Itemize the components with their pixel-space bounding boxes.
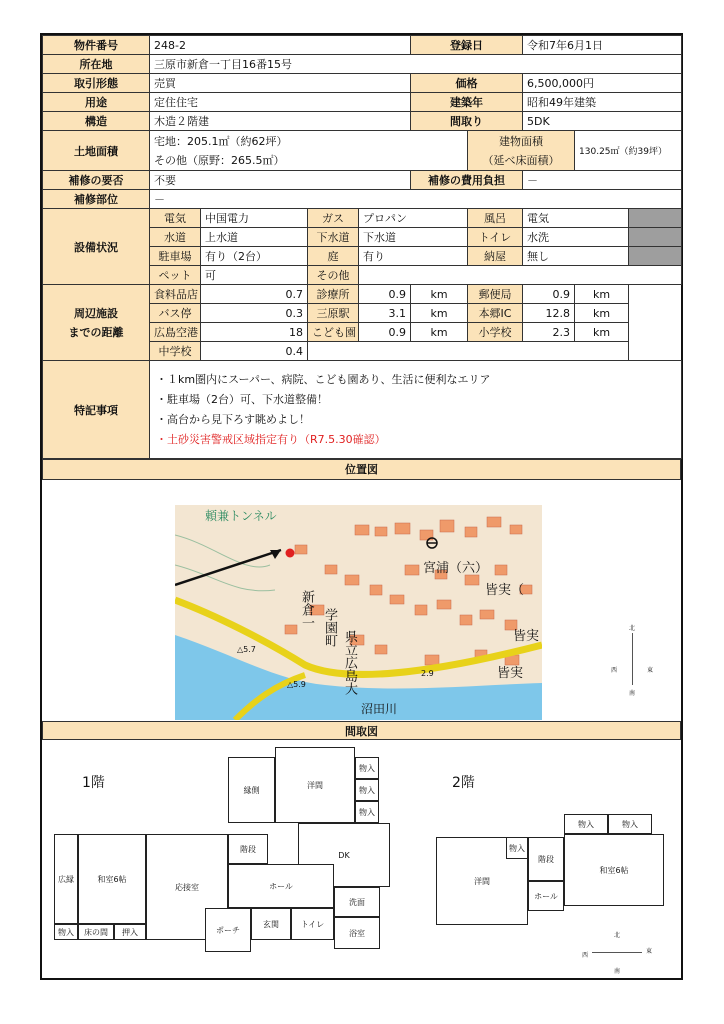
structure-label: 構造 <box>43 112 150 131</box>
nearby-distance: 3.1 <box>359 304 411 323</box>
nearby-key: 広島空港 <box>150 323 201 342</box>
note-line-warning: ・土砂災害警戒区域指定有り（R7.5.30確認） <box>156 432 386 446</box>
deal-label: 取引形態 <box>43 74 150 93</box>
compass-s: 南 <box>614 968 621 975</box>
nearby-distance: 0.4 <box>201 342 308 361</box>
room-dk: DK <box>298 823 390 887</box>
gray-cell <box>629 228 682 247</box>
facility-key: 下水道 <box>308 228 359 247</box>
property-number: 248-2 <box>150 36 411 55</box>
nearby-key: 食料品店 <box>150 285 201 304</box>
room-hall: ホール <box>228 864 334 908</box>
nearby-key: バス停 <box>150 304 201 323</box>
nearby-key: 診療所 <box>308 285 359 304</box>
price-label: 価格 <box>411 74 523 93</box>
notes-body <box>150 361 682 459</box>
location-map <box>175 505 542 720</box>
nearby-key: 郵便局 <box>468 285 523 304</box>
facility-value: 可 <box>201 266 308 285</box>
map-label-area3: 皆実 <box>513 629 540 644</box>
repair-cost-value: － <box>523 171 682 190</box>
map-label-town3: 県立広島大 <box>342 630 357 695</box>
room-senmen: 洗面 <box>334 887 380 917</box>
map-label-elev2: △5.9 <box>287 680 306 689</box>
notes-label: 特記事項 <box>43 361 150 459</box>
compass-n: 北 <box>629 625 636 632</box>
nearby-unit: km <box>575 285 629 304</box>
compass-e: 東 <box>647 667 654 674</box>
facility-value: 無し <box>523 247 629 266</box>
room-yokushitsu: 浴室 <box>334 917 380 949</box>
built-label: 建築年 <box>411 93 523 112</box>
facility-value: 有り（2台） <box>201 247 308 266</box>
floor2-label: 2階 <box>452 775 475 791</box>
repair-need-value: 不要 <box>150 171 411 190</box>
map-label-river: 沼田川 <box>361 702 398 716</box>
nearby-distance: 0.9 <box>359 285 411 304</box>
facility-value: 下水道 <box>359 228 468 247</box>
map-label-town2: 学園町 <box>322 608 337 647</box>
compass-e: 東 <box>646 948 653 955</box>
layout-value: 5DK <box>523 112 682 131</box>
facility-key: 風呂 <box>468 209 523 228</box>
empty-cell <box>308 342 629 361</box>
room-monoire-2: 物入 <box>54 924 78 940</box>
facility-key: トイレ <box>468 228 523 247</box>
nearby-unit: km <box>575 304 629 323</box>
facility-key: 駐車場 <box>150 247 201 266</box>
layout-label: 間取り <box>411 112 523 131</box>
room-engawa-top: 縁側 <box>228 757 275 823</box>
property-info-table <box>42 35 682 459</box>
built-value: 昭和49年建築 <box>523 93 682 112</box>
nearby-distance: 12.8 <box>523 304 575 323</box>
room-monoire: 物入 <box>355 757 379 779</box>
map-label-elev1: △5.7 <box>237 645 256 654</box>
room-oshiire: 押入 <box>114 924 146 940</box>
map-title: 位置図 <box>42 459 681 480</box>
nearby-unit: km <box>411 323 468 342</box>
nearby-distance: 18 <box>201 323 308 342</box>
room-ousetsu: 応接室 <box>146 834 228 940</box>
room-tokonoma: 床の間 <box>78 924 114 940</box>
room-washitsu: 和室6帖 <box>78 834 146 924</box>
compass-s: 南 <box>629 690 636 697</box>
nearby-unit: km <box>575 323 629 342</box>
structure-value: 木造２階建 <box>150 112 411 131</box>
location-label: 所在地 <box>43 55 150 74</box>
registered-date: 令和7年6月1日 <box>523 36 682 55</box>
room-genkan: 玄関 <box>251 908 291 940</box>
room-2f-hall: ホール <box>528 881 564 911</box>
nearby-distance: 0.9 <box>359 323 411 342</box>
land-label: 土地面積 <box>43 131 150 171</box>
map-label-area1: 宮浦（六） <box>423 561 489 576</box>
repair-need-label: 補修の要否 <box>43 171 150 190</box>
nearby-label <box>43 285 150 361</box>
nearby-key: 三原駅 <box>308 304 359 323</box>
room-2f-monoire: 物入 <box>506 837 528 859</box>
compass-needle-icon <box>632 633 633 685</box>
facility-key: 水道 <box>150 228 201 247</box>
land-line-2: その他（原野：265.5㎡） <box>150 151 468 171</box>
facility-key: 納屋 <box>468 247 523 266</box>
room-youma: 洋間 <box>275 747 355 823</box>
facility-value: 上水道 <box>201 228 308 247</box>
compass-needle-icon <box>592 952 642 953</box>
facility-value <box>359 266 682 285</box>
map-label-elev3: 2.9 <box>421 669 434 678</box>
repair-part-label: 補修部位 <box>43 190 150 209</box>
nearby-distance: 2.3 <box>523 323 575 342</box>
nearby-unit: km <box>411 304 468 323</box>
room-monoire: 物入 <box>355 801 379 823</box>
location-value: 三原市新倉一丁目16番15号 <box>150 55 682 74</box>
facility-value: 水洗 <box>523 228 629 247</box>
room-toilet: トイレ <box>291 908 334 940</box>
nearby-key: 中学校 <box>150 342 201 361</box>
nearby-key: 本郷IC <box>468 304 523 323</box>
property-sheet <box>40 33 683 980</box>
nearby-unit: km <box>411 285 468 304</box>
facility-key: 電気 <box>150 209 201 228</box>
map-label-area2: 皆実（ <box>485 583 525 598</box>
facility-value: 有り <box>359 247 468 266</box>
compass-w: 西 <box>611 667 618 674</box>
facility-key: ペット <box>150 266 201 285</box>
facilities-label: 設備状況 <box>43 209 150 285</box>
map-label-town1: 新倉一 <box>299 590 314 629</box>
repair-part-value: － <box>150 190 682 209</box>
room-2f-washitsu: 和室6帖 <box>564 834 664 906</box>
nearby-label-1: 周辺施設 <box>74 306 118 320</box>
map-compass <box>607 623 657 699</box>
nearby-distance: 0.3 <box>201 304 308 323</box>
note-line: ・駐車場（2台）可、下水道整備！ <box>156 392 328 406</box>
room-monoire: 物入 <box>355 779 379 801</box>
nearby-key: こども園 <box>308 323 359 342</box>
floor1-label: 1階 <box>82 775 105 791</box>
compass-n: 北 <box>614 932 621 939</box>
building-area: 130.25㎡（約39坪） <box>575 131 682 171</box>
floorplan-compass <box>582 930 652 974</box>
use-value: 定住住宅 <box>150 93 411 112</box>
note-line: ・１km圏内にスーパー、病院、こども園あり、生活に便利なエリア <box>156 372 491 386</box>
map-label-area4: 皆実 <box>497 666 524 681</box>
nearby-key: 小学校 <box>468 323 523 342</box>
room-2f-monoire-b: 物入 <box>608 814 652 834</box>
room-porch: ポーチ <box>205 908 251 952</box>
room-2f-monoire-a: 物入 <box>564 814 608 834</box>
map-label-tunnel: 頼兼トンネル <box>205 509 277 523</box>
nearby-label-2: までの距離 <box>68 325 124 339</box>
use-label: 用途 <box>43 93 150 112</box>
facility-value: 電気 <box>523 209 629 228</box>
compass-w: 西 <box>582 952 589 959</box>
floorplan-title: 間取図 <box>42 721 681 740</box>
building-label-1: 建物面積 <box>468 131 575 151</box>
nearby-distance: 0.9 <box>523 285 575 304</box>
building-label-2: （延べ床面積） <box>468 151 575 171</box>
facility-key: その他 <box>308 266 359 285</box>
number-label: 物件番号 <box>43 36 150 55</box>
land-line-1: 宅地：205.1㎡（約62坪） <box>150 131 468 151</box>
repair-cost-label: 補修の費用負担 <box>411 171 523 190</box>
room-2f-youma: 洋間 <box>436 837 528 925</box>
room-engawa: 広縁 <box>54 834 78 924</box>
gray-cell <box>629 247 682 266</box>
room-kaidan: 階段 <box>228 834 268 864</box>
price-value: 6,500,000円 <box>523 74 682 93</box>
gray-cell <box>629 209 682 228</box>
facility-key: ガス <box>308 209 359 228</box>
floorplan <box>42 742 681 978</box>
facility-key: 庭 <box>308 247 359 266</box>
note-line: ・高台から見下ろす眺めよし！ <box>156 412 310 426</box>
facility-value: 中国電力 <box>201 209 308 228</box>
room-2f-kaidan: 階段 <box>528 837 564 881</box>
facility-value: プロパン <box>359 209 468 228</box>
deal-value: 売買 <box>150 74 411 93</box>
nearby-distance: 0.7 <box>201 285 308 304</box>
registered-label: 登録日 <box>411 36 523 55</box>
